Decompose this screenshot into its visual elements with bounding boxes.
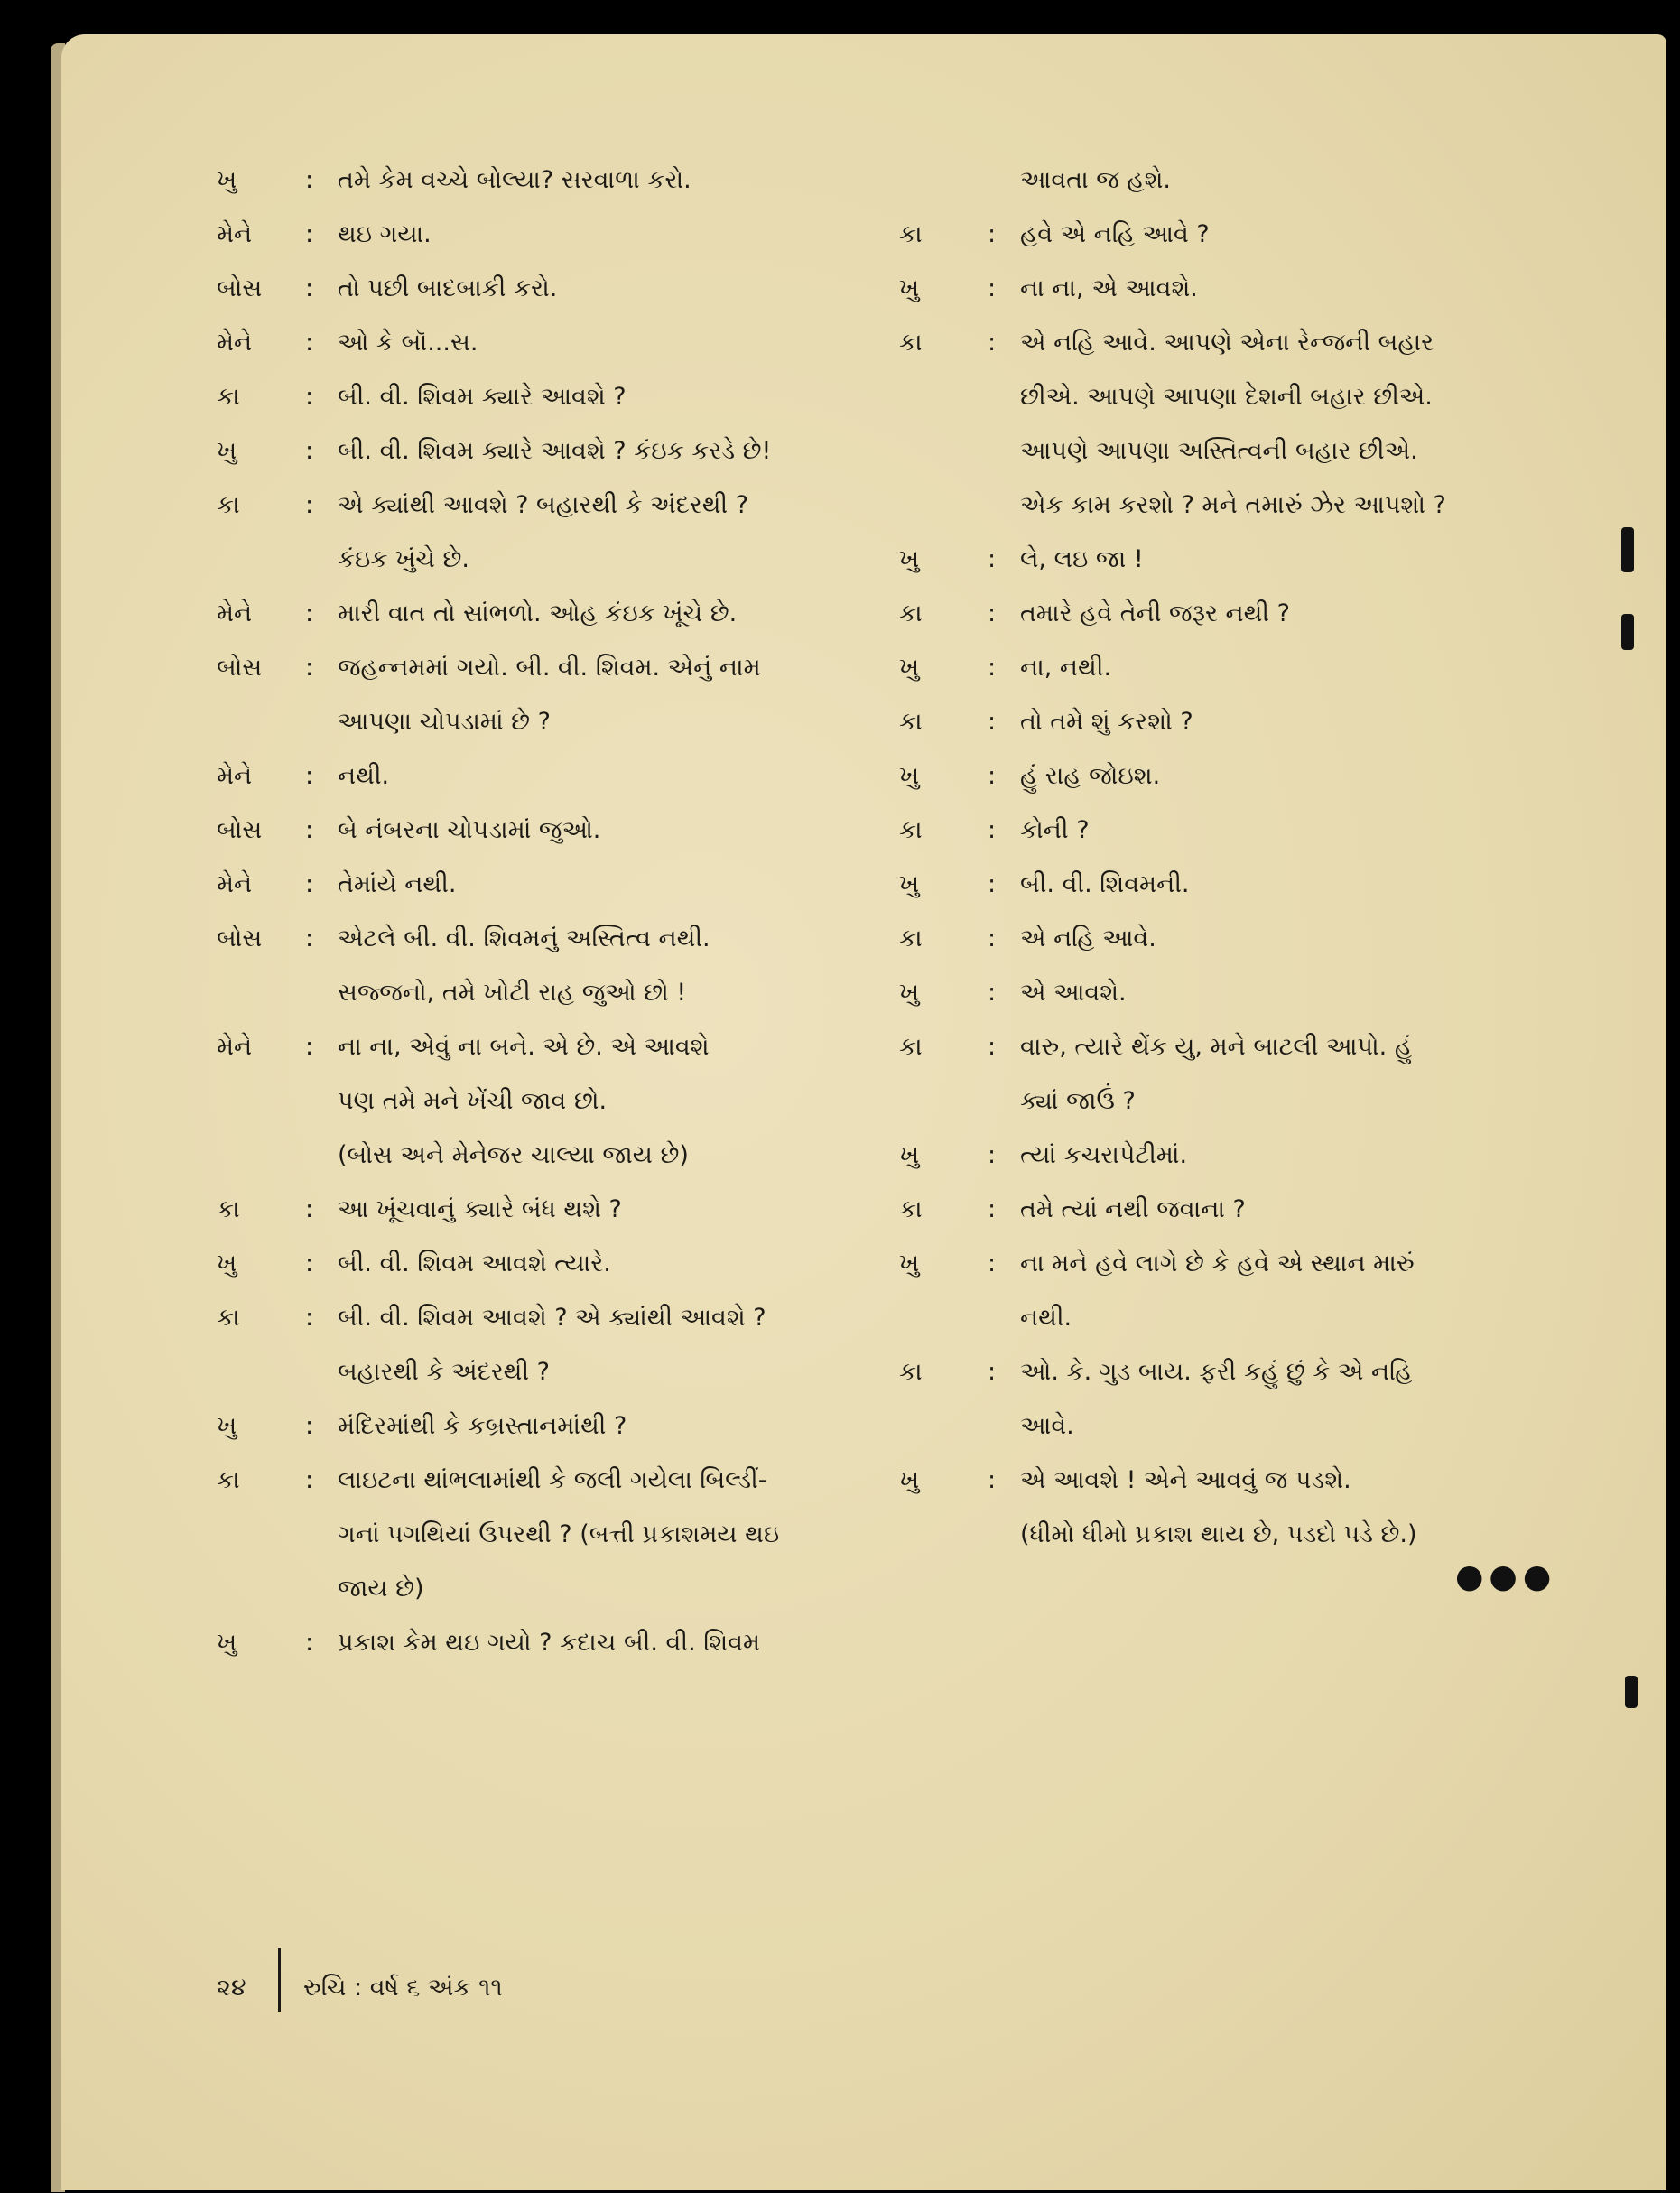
dialogue-continuation [899, 1399, 1558, 1454]
dialogue-text: ના મને હવે લાગે છે કે હવે એ સ્થાન મારું [1020, 1250, 1415, 1278]
speaker-colon: : [305, 383, 314, 411]
dialogue-text: ઓ. કે. ગુડ બાય. ફરી કહું છું કે એ નહિ [1020, 1358, 1413, 1386]
dialogue-text: આવતા જ હશે. [1020, 166, 1171, 194]
speaker-label: ખુ [217, 1412, 237, 1440]
speaker-colon: : [305, 762, 314, 790]
dialogue-text: જાય છે) [338, 1575, 424, 1603]
dialogue-line [899, 533, 1558, 587]
speaker-colon: : [305, 1304, 314, 1332]
dialogue-text: તમારે હવે તેની જરૂર નથી ? [1020, 599, 1290, 627]
speaker-label: કા [899, 220, 923, 248]
footer-divider [278, 1948, 281, 2012]
dialogue-text: એ આવશે ! એને આવવું જ પડશે. [1020, 1466, 1351, 1494]
dialogue-text: લાઇટના થાંભલામાંથી કે જલી ગયેલા બિલ્ડીં- [338, 1466, 767, 1494]
dialogue-line [899, 1020, 1558, 1074]
speaker-label: ખુ [899, 870, 920, 898]
speaker-label: બોસ [217, 925, 263, 952]
dialogue-continuation [899, 1291, 1558, 1345]
speaker-label: ખુ [217, 1629, 237, 1657]
dialogue-text: જહન્નમમાં ગયો. બી. વી. શિવમ. એનું નામ [338, 654, 761, 682]
dialogue-text: ત્યાં કચરાપેટીમાં. [1020, 1141, 1188, 1169]
dialogue-text: તમે કેમ વચ્ચે બોલ્યા? સરવાળા કરો. [338, 166, 691, 194]
speaker-label: મેને [217, 1033, 253, 1061]
dialogue-text: તો તમે શું કરશો ? [1020, 708, 1193, 736]
dialogue-line [899, 1183, 1558, 1237]
dialogue-text: ઓ કે બૉ...સ. [338, 329, 478, 357]
speaker-label: કા [899, 1195, 923, 1223]
dialogue-line [217, 316, 876, 370]
dialogue-line [217, 208, 876, 262]
dialogue-text: બી. વી. શિવમની. [1020, 870, 1190, 898]
dialogue-text: બી. વી. શિવમ આવશે ? એ ક્યાંથી આવશે ? [338, 1304, 766, 1332]
dialogue-continuation [217, 1074, 876, 1129]
dialogue-text: આ ખૂંચવાનું ક્યારે બંધ થશે ? [338, 1195, 622, 1223]
dialogue-text: એ નહિ આવે. આપણે એના રેન્જની બહાર [1020, 329, 1434, 357]
binding-clip-bottom [1625, 1676, 1638, 1708]
dialogue-continuation [899, 370, 1558, 424]
speaker-label: ખુ [899, 545, 920, 573]
speaker-label: કા [217, 1195, 240, 1223]
speaker-colon: : [988, 762, 997, 790]
dialogue-text: નથી. [1020, 1304, 1072, 1332]
page-number: ૨૪ [217, 1974, 246, 2002]
binding-clip-middle [1621, 614, 1634, 650]
dialogue-continuation [217, 695, 876, 749]
speaker-colon: : [988, 979, 997, 1007]
speaker-colon: : [305, 1629, 314, 1657]
speaker-colon: : [305, 329, 314, 357]
dialogue-line [899, 1454, 1558, 1508]
speaker-colon: : [305, 1466, 314, 1494]
speaker-colon: : [305, 925, 314, 952]
dialogue-text: એ ક્યાંથી આવશે ? બહારથી કે અંદરથી ? [338, 491, 749, 519]
dialogue-continuation [217, 966, 876, 1020]
speaker-label: કા [899, 925, 923, 952]
dialogue-line [217, 749, 876, 804]
dialogue-continuation [899, 1074, 1558, 1129]
speaker-label: બોસ [217, 274, 263, 302]
speaker-colon: : [988, 654, 997, 682]
speaker-colon: : [988, 220, 997, 248]
speaker-label: મેને [217, 762, 253, 790]
dialogue-line [899, 1237, 1558, 1291]
dialogue-text: હું રાહ જોઇશ. [1020, 762, 1161, 790]
dialogue-text: એક કામ કરશો ? મને તમારું ઝેર આપશો ? [1020, 491, 1446, 519]
dialogue-continuation [899, 1508, 1558, 1562]
dialogue-line [217, 479, 876, 533]
speaker-label: કા [899, 816, 923, 844]
dialogue-line [217, 1454, 876, 1508]
dialogue-line [217, 1399, 876, 1454]
speaker-colon: : [305, 1412, 314, 1440]
dialogue-continuation [217, 1508, 876, 1562]
dialogue-line [899, 316, 1558, 370]
speaker-colon: : [305, 654, 314, 682]
speaker-label: બોસ [217, 654, 263, 682]
speaker-colon: : [305, 274, 314, 302]
dialogue-line [899, 587, 1558, 641]
dialogue-text: બી. વી. શિવમ ક્યારે આવશે ? કંઇક કરડે છે! [338, 437, 772, 465]
dialogue-text: આપણા ચોપડામાં છે ? [338, 708, 551, 736]
dialogue-line [217, 1616, 876, 1670]
dialogue-text: કોની ? [1020, 816, 1090, 844]
speaker-label: મેને [217, 599, 253, 627]
dialogue-line [899, 1129, 1558, 1183]
dialogue-continuation [899, 479, 1558, 533]
dialogue-continuation [217, 1345, 876, 1399]
dialogue-line [899, 749, 1558, 804]
dialogue-line [899, 695, 1558, 749]
speaker-colon: : [988, 1195, 997, 1223]
dialogue-text: છીએ. આપણે આપણા દેશની બહાર છીએ. [1020, 383, 1433, 411]
speaker-label: ખુ [217, 166, 237, 194]
speaker-colon: : [305, 1250, 314, 1278]
speaker-label: ખુ [899, 1466, 920, 1494]
speaker-label: કા [217, 1466, 240, 1494]
dialogue-line [217, 641, 876, 695]
speaker-colon: : [988, 708, 997, 736]
dialogue-line [217, 912, 876, 966]
speaker-label: ખુ [217, 437, 237, 465]
dialogue-text: વારુ, ત્યારે થેંક યુ, મને બાટલી આપો. હું [1020, 1033, 1413, 1061]
dialogue-text: ના ના, એવું ના બને. એ છે. એ આવશે [338, 1033, 710, 1061]
dialogue-continuation [217, 1129, 876, 1183]
speaker-label: ખુ [899, 1141, 920, 1169]
dialogue-continuation [217, 1562, 876, 1616]
dialogue-line [899, 858, 1558, 912]
dialogue-line [899, 208, 1558, 262]
dialogue-text: પણ તમે મને ખેંચી જાવ છો. [338, 1087, 608, 1115]
speaker-label: કા [899, 599, 923, 627]
speaker-label: ખુ [899, 1250, 920, 1278]
end-mark: ●●● [1455, 1558, 1557, 1595]
dialogue-line [217, 262, 876, 316]
speaker-label: મેને [217, 220, 253, 248]
speaker-colon: : [305, 491, 314, 519]
dialogue-text: ના ના, એ આવશે. [1020, 274, 1198, 302]
speaker-label: કા [899, 1358, 923, 1386]
dialogue-text: ક્યાં જાઉં ? [1020, 1087, 1136, 1115]
dialogue-line [899, 262, 1558, 316]
dialogue-line [217, 1020, 876, 1074]
speaker-label: કા [217, 491, 240, 519]
dialogue-text: આપણે આપણા અસ્તિત્વની બહાર છીએ. [1020, 437, 1418, 465]
speaker-colon: : [305, 870, 314, 898]
speaker-label: કા [217, 1304, 240, 1332]
dialogue-line [899, 804, 1558, 858]
speaker-colon: : [988, 599, 997, 627]
dialogue-line [899, 1345, 1558, 1399]
speaker-label: બોસ [217, 816, 263, 844]
dialogue-line [899, 966, 1558, 1020]
dialogue-text: મારી વાત તો સાંભળો. ઓહ કંઇક ખૂંચે છે. [338, 599, 738, 627]
dialogue-text: નથી. [338, 762, 390, 790]
speaker-colon: : [988, 545, 997, 573]
dialogue-line [217, 153, 876, 208]
dialogue-line [217, 424, 876, 479]
dialogue-line [217, 370, 876, 424]
dialogue-text: મંદિરમાંથી કે કબ્રસ્તાનમાંથી ? [338, 1412, 627, 1440]
dialogue-text: કંઇક ખુંચે છે. [338, 545, 469, 573]
speaker-colon: : [305, 166, 314, 194]
dialogue-text: લે, લઇ જા ! [1020, 545, 1144, 573]
dialogue-text: સજ્જનો, તમે ખોટી રાહ જુઓ છો ! [338, 979, 687, 1007]
speaker-label: કા [899, 1033, 923, 1061]
dialogue-line [217, 804, 876, 858]
dialogue-continuation [899, 424, 1558, 479]
speaker-colon: : [305, 1195, 314, 1223]
dialogue-text: એટલે બી. વી. શિવમનું અસ્તિત્વ નથી. [338, 925, 710, 952]
binding-clip-top [1621, 527, 1634, 572]
speaker-label: મેને [217, 870, 253, 898]
dialogue-text: આવે. [1020, 1412, 1074, 1440]
dialogue-line [899, 912, 1558, 966]
dialogue-text: (બોસ અને મેનેજર ચાલ્યા જાય છે) [338, 1141, 689, 1169]
speaker-label: ખુ [899, 762, 920, 790]
dialogue-line [899, 641, 1558, 695]
speaker-label: ખુ [899, 274, 920, 302]
speaker-colon: : [988, 1466, 997, 1494]
speaker-label: ખુ [899, 979, 920, 1007]
dialogue-text: તમે ત્યાં નથી જવાના ? [1020, 1195, 1246, 1223]
dialogue-text: બી. વી. શિવમ ક્યારે આવશે ? [338, 383, 627, 411]
speaker-label: કા [217, 383, 240, 411]
dialogue-line [217, 1183, 876, 1237]
dialogue-text: (ધીમો ધીમો પ્રકાશ થાય છે, પડદો પડે છે.) [1020, 1520, 1417, 1548]
dialogue-text: એ આવશે. [1020, 979, 1127, 1007]
dialogue-text: થઇ ગયા. [338, 220, 432, 248]
dialogue-text: ગનાં પગથિયાં ઉપરથી ? (બત્તી પ્રકાશમય થઇ [338, 1520, 780, 1548]
dialogue-text: બી. વી. શિવમ આવશે ત્યારે. [338, 1250, 611, 1278]
speaker-colon: : [988, 870, 997, 898]
speaker-colon: : [305, 599, 314, 627]
speaker-colon: : [988, 274, 997, 302]
dialogue-line [217, 587, 876, 641]
speaker-colon: : [305, 816, 314, 844]
dialogue-text: બહારથી કે અંદરથી ? [338, 1358, 550, 1386]
speaker-label: ખુ [217, 1250, 237, 1278]
dialogue-text: તેમાંયે નથી. [338, 870, 457, 898]
speaker-colon: : [305, 220, 314, 248]
dialogue-line [217, 858, 876, 912]
speaker-label: કા [899, 329, 923, 357]
speaker-label: કા [899, 708, 923, 736]
speaker-colon: : [988, 1033, 997, 1061]
journal-issue: રુચિ : વર્ષ ૬ અંક ૧૧ [303, 1974, 503, 2002]
speaker-label: ખુ [899, 654, 920, 682]
dialogue-text: પ્રકાશ કેમ થઇ ગયો ? કદાચ બી. વી. શિવમ [338, 1629, 761, 1657]
dialogue-text: તો પછી બાદબાકી કરો. [338, 274, 558, 302]
dialogue-text: બે નંબરના ચોપડામાં જુઓ. [338, 816, 601, 844]
speaker-colon: : [988, 1358, 997, 1386]
dialogue-continuation [217, 533, 876, 587]
left-text-column [217, 153, 876, 1670]
speaker-colon: : [988, 1141, 997, 1169]
speaker-label: મેને [217, 329, 253, 357]
dialogue-continuation [899, 153, 1558, 208]
speaker-colon: : [305, 437, 314, 465]
speaker-colon: : [988, 816, 997, 844]
dialogue-line [217, 1237, 876, 1291]
speaker-colon: : [305, 1033, 314, 1061]
dialogue-text: એ નહિ આવે. [1020, 925, 1156, 952]
speaker-colon: : [988, 925, 997, 952]
speaker-colon: : [988, 329, 997, 357]
dialogue-text: ના, નથી. [1020, 654, 1112, 682]
speaker-colon: : [988, 1250, 997, 1278]
dialogue-text: હવે એ નહિ આવે ? [1020, 220, 1210, 248]
dialogue-line [217, 1291, 876, 1345]
right-text-column [899, 153, 1558, 1562]
